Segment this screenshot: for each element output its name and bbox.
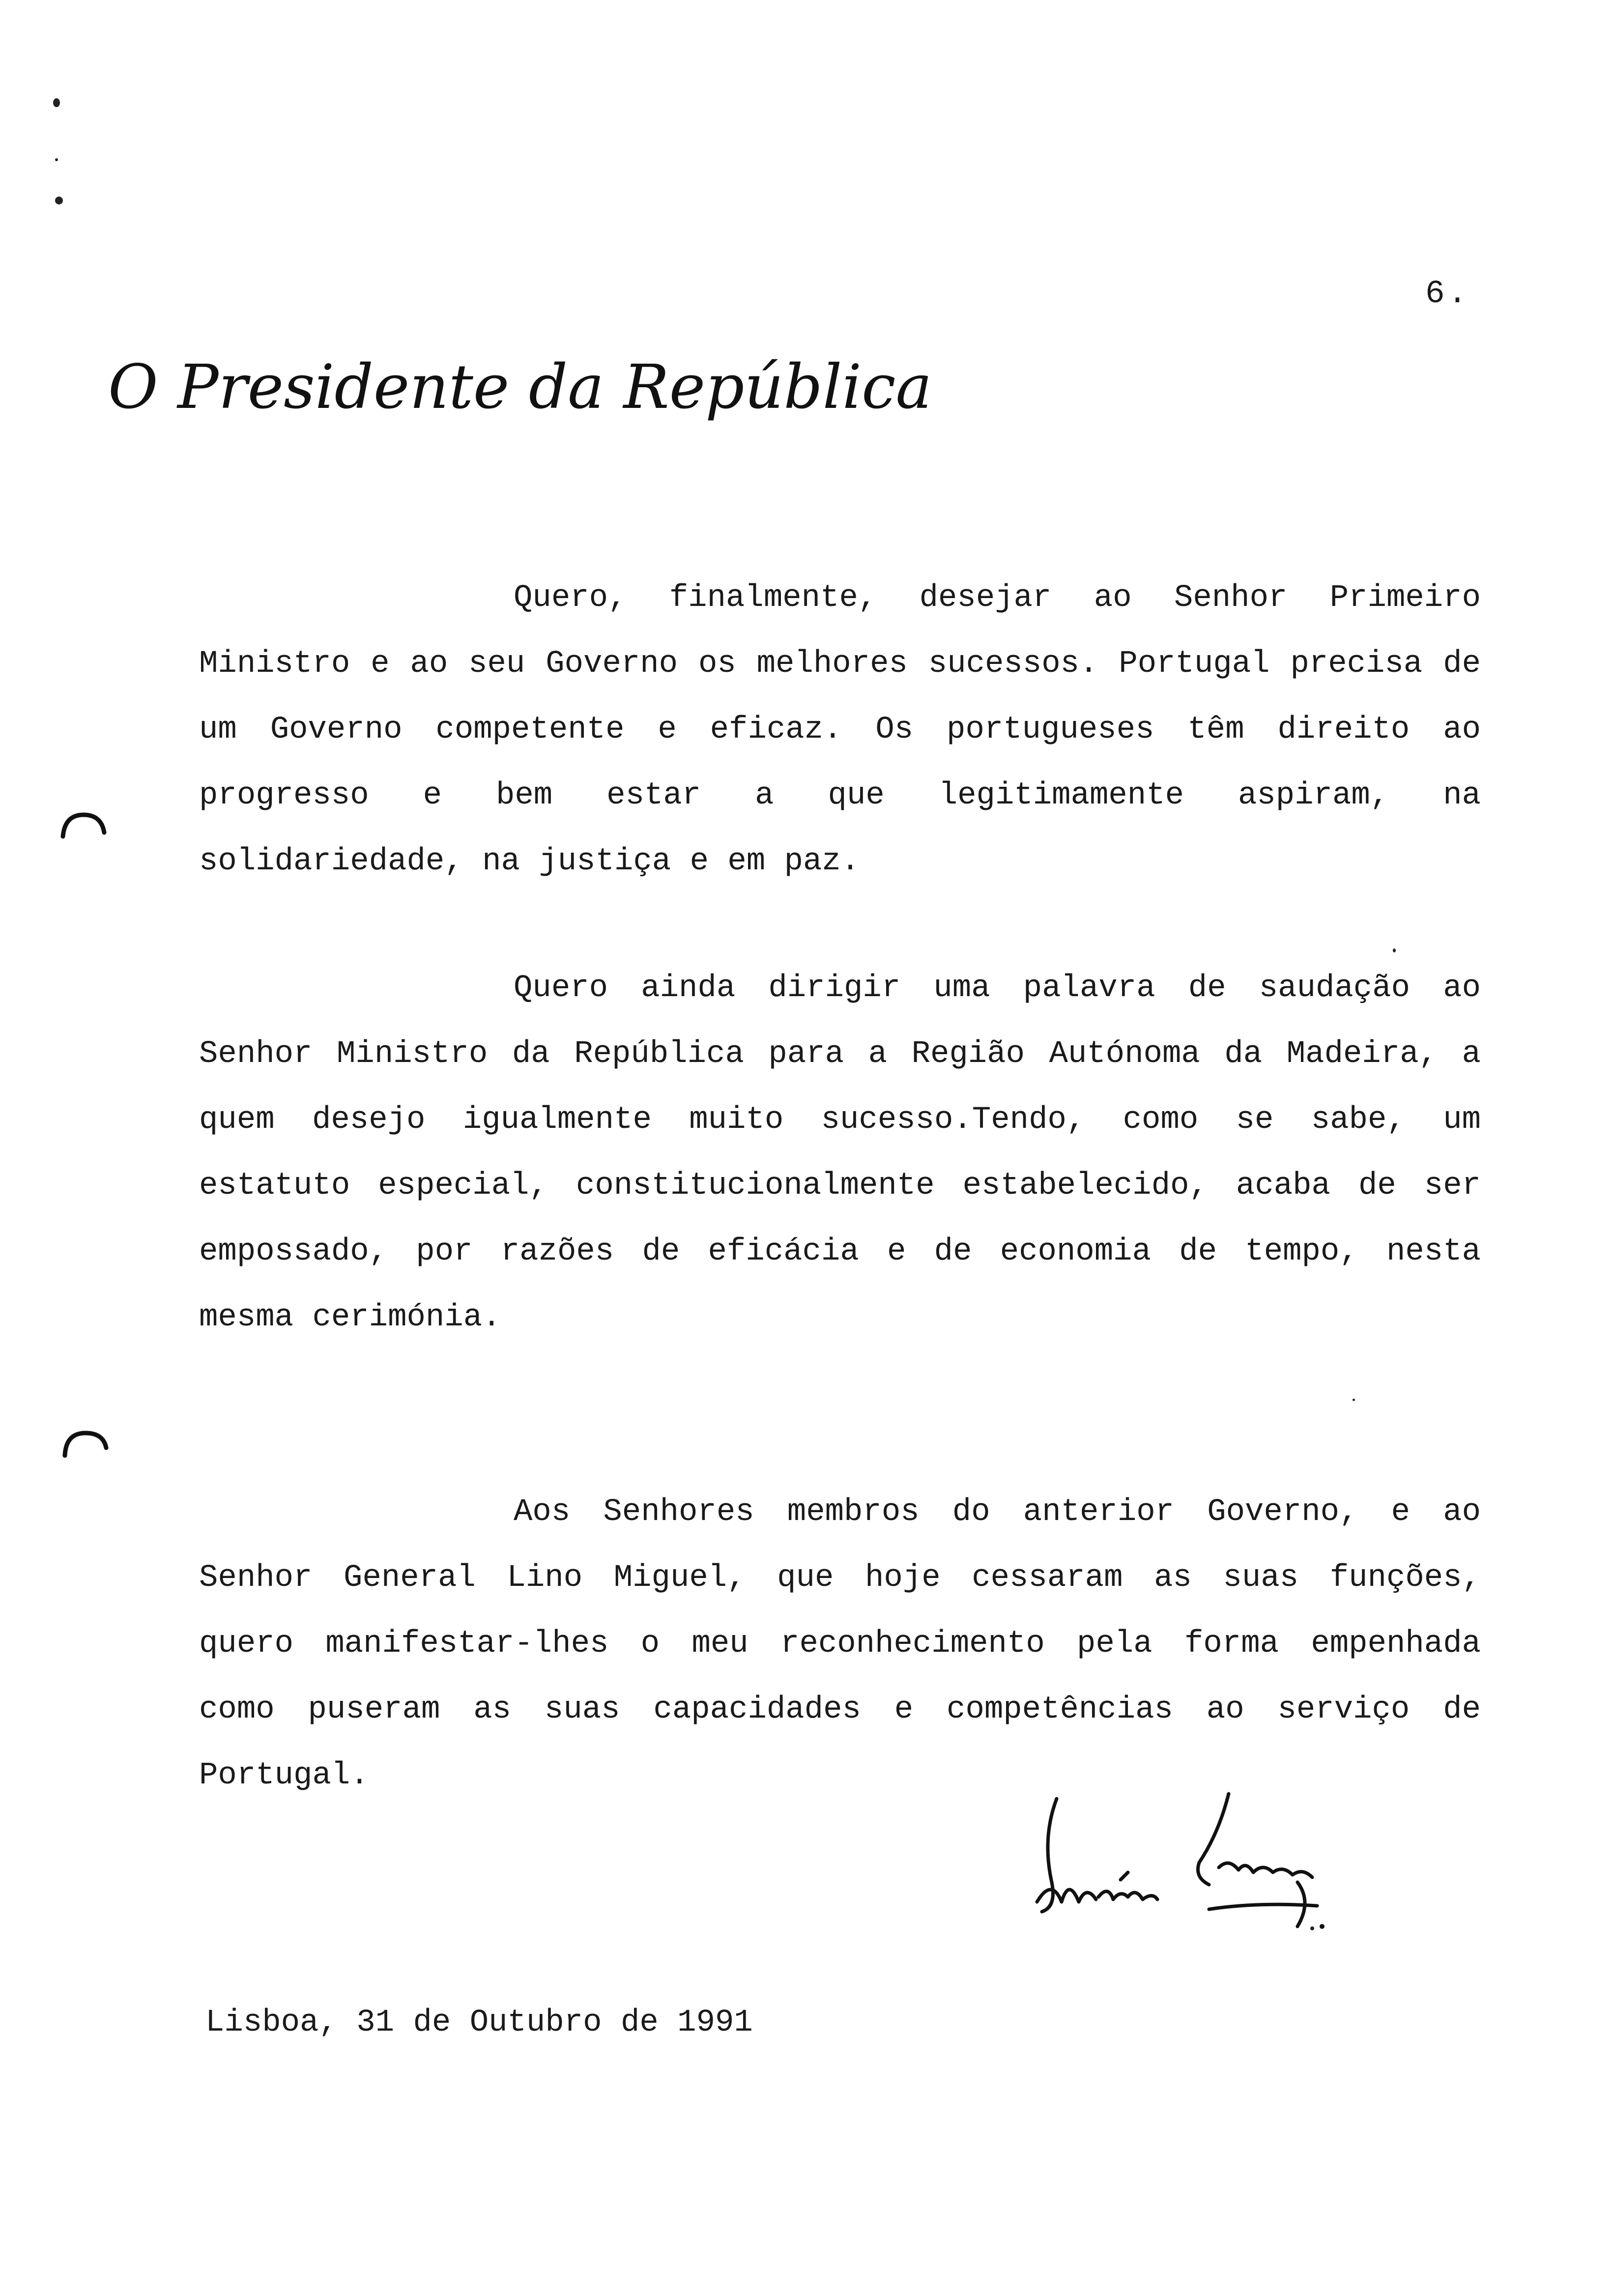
letterhead (108, 344, 932, 442)
place-and-date: Lisboa, 31 de Outubro de 1991 (205, 2005, 753, 2040)
scan-speck (1353, 1399, 1355, 1401)
scan-speck (1393, 948, 1396, 952)
paragraph-best-wishes: Quero, finalmente, desejar ao Senhor Primeiro Ministro e ao seu Governo os melhores sucessos. Portugal precisa de um Governo competente e eficaz. Os portugueses têm direito ao progresso e bem estar a que legitimamente aspiram, na solidariedade, na justiça e em paz. (199, 580, 1481, 879)
paragraph-greeting-madeira: Quero ainda dirigir uma palavra de saudação ao Senhor Ministro da República para a Região Autónoma da Madeira, a quem desejo igualmente muito sucesso.Tendo, como se sabe, um estatuto especial, constitucionalmente estabelecido, acaba de ser empossado, por razões de eficácia e de economia de tempo, nesta mesma cerimónia. (199, 971, 1481, 1335)
paragraph-former-government: Aos Senhores membros do anterior Governo, e ao Senhor General Lino Miguel, que hoje cessaram as suas funções, quero manifestar-lhes o meu reconhecimento pela forma empenhada como puseram as suas capacidades e competências ao serviço de Portugal. (199, 1494, 1481, 1793)
page-number: 6. (1425, 275, 1470, 312)
punch-hole-mark (60, 811, 107, 840)
scan-speck (55, 158, 58, 161)
handwritten-signature (1022, 1779, 1366, 1936)
letterhead-text: O Presidente da República (108, 352, 932, 423)
scan-speck (55, 197, 63, 204)
punch-hole-mark (62, 1428, 109, 1458)
scan-speck (53, 98, 60, 107)
letterhead-script (108, 344, 932, 442)
